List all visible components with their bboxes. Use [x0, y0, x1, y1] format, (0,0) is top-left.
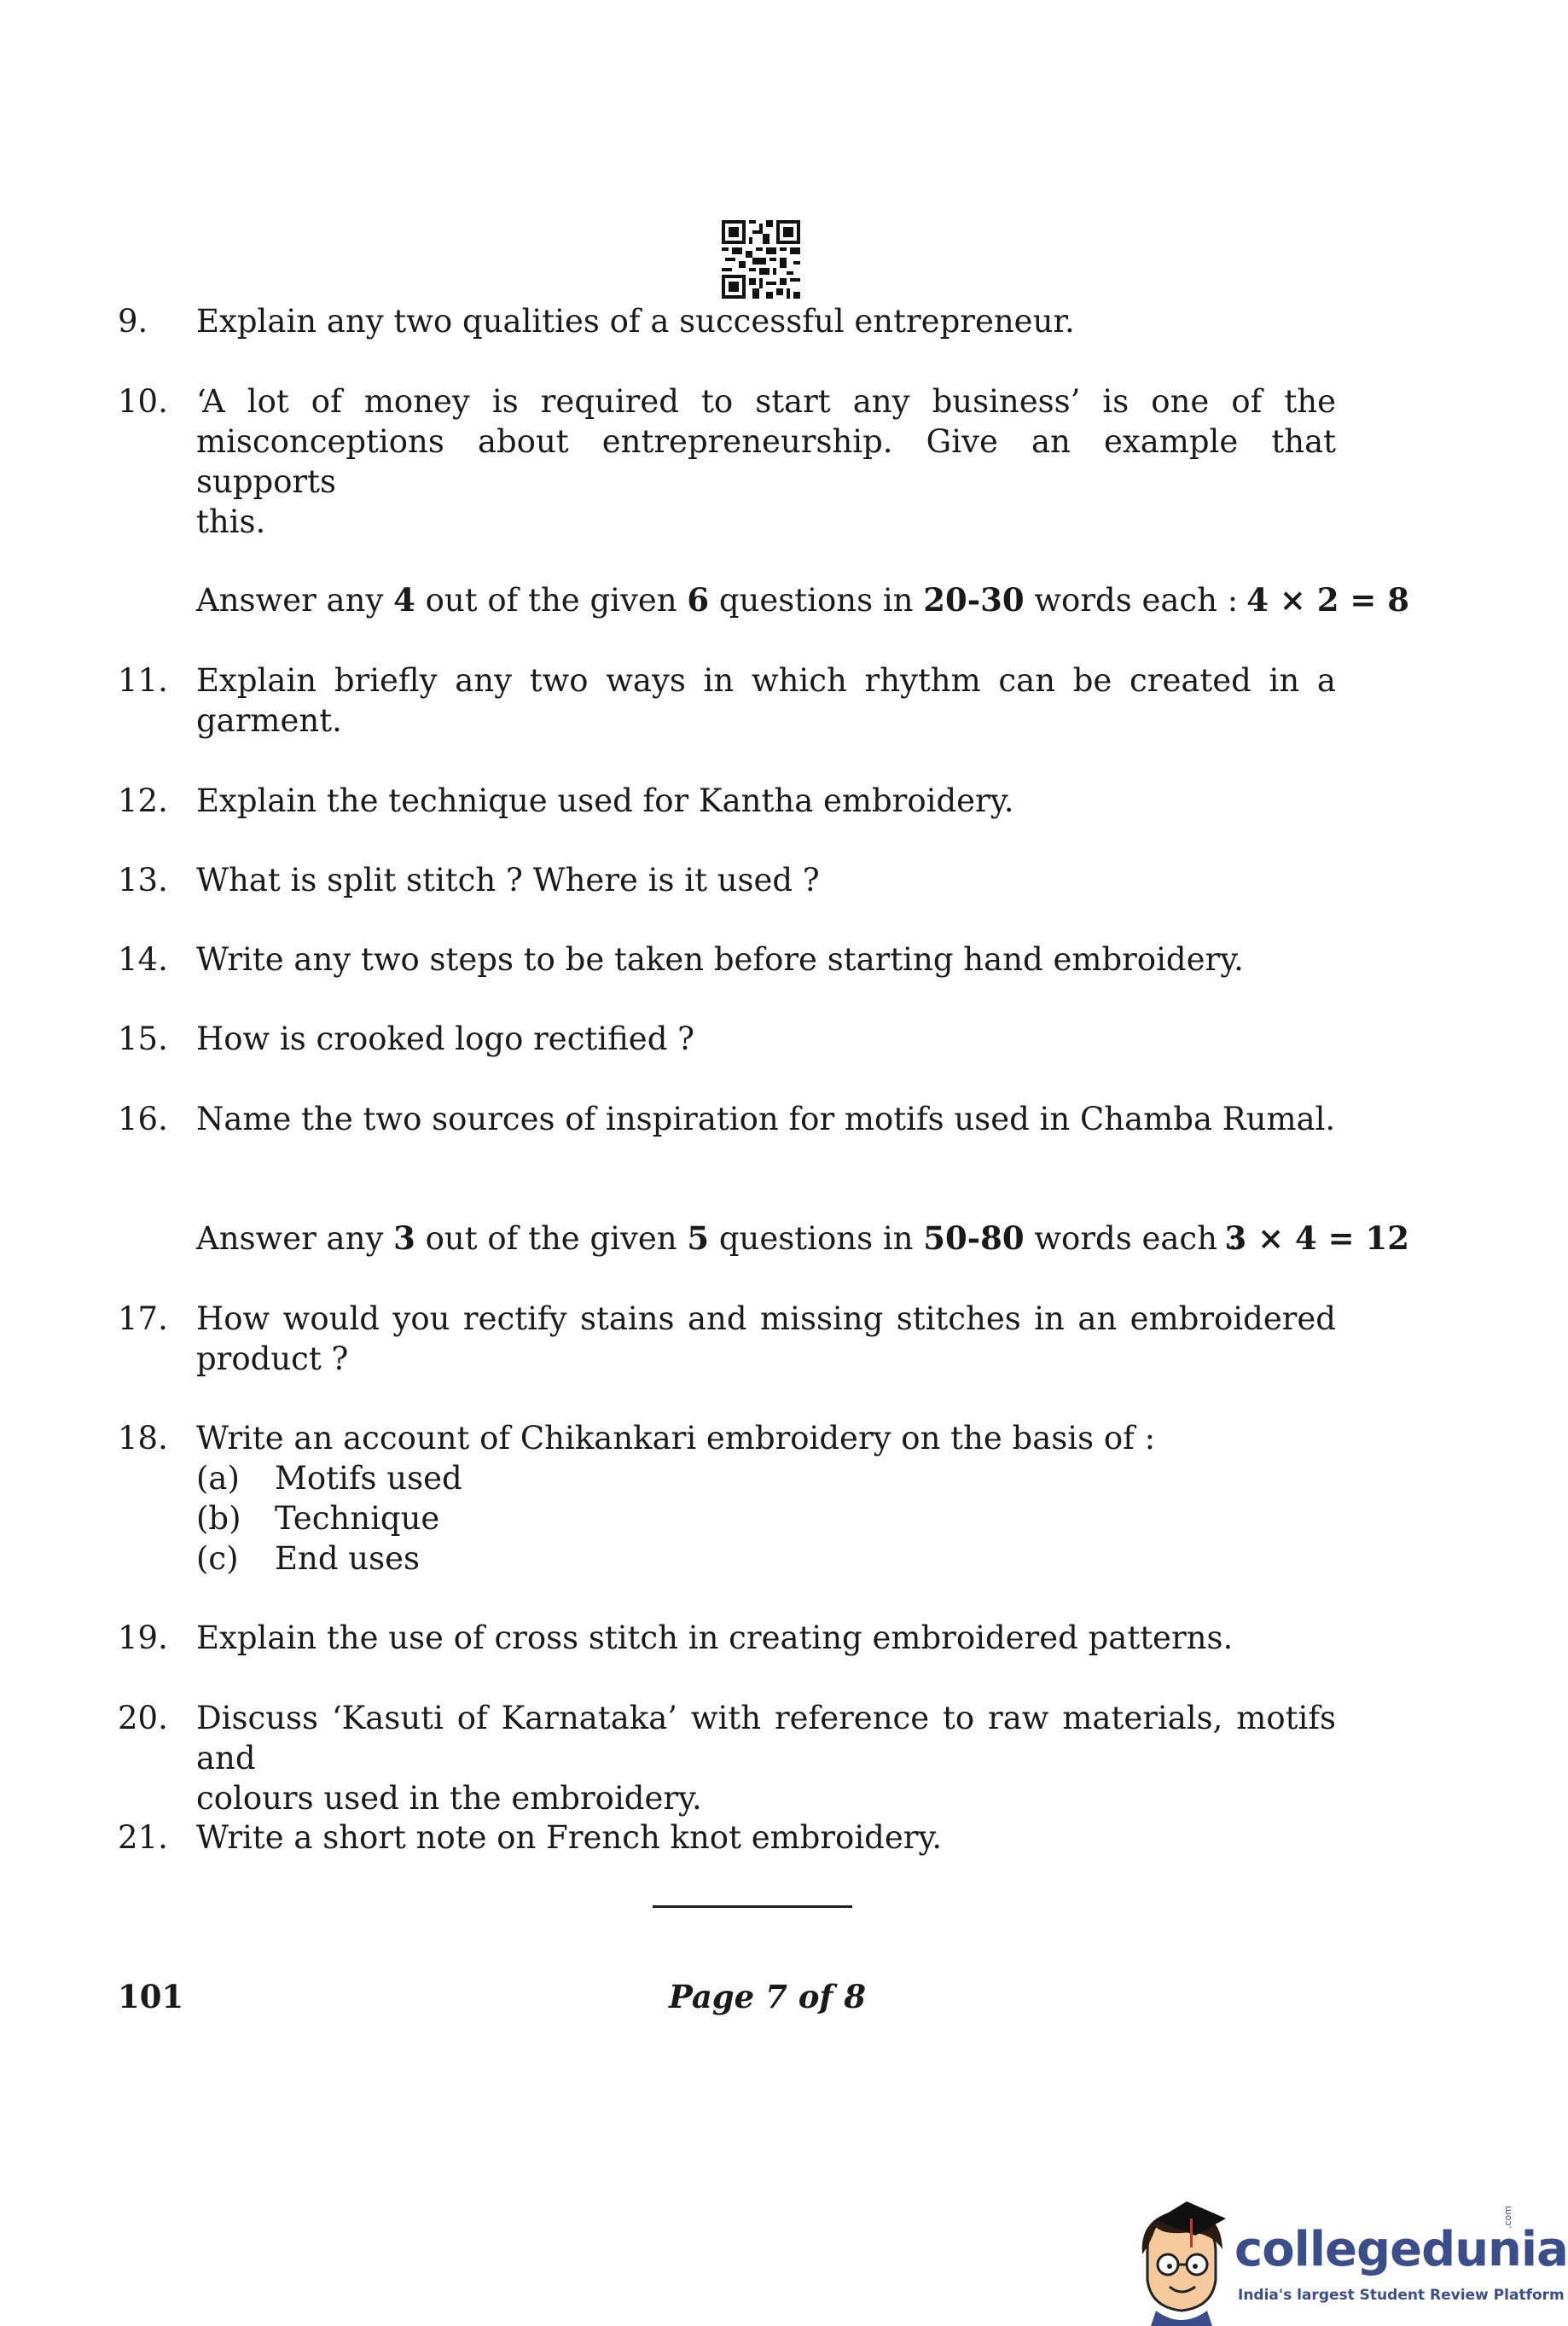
question-number: 13.: [118, 862, 168, 898]
question-text: Write an account of Chikankari embroidery on the basis of :: [196, 1420, 1156, 1457]
paper-code: 101: [118, 1978, 184, 2015]
count: 6: [687, 581, 710, 619]
subpart-label: (c): [196, 1540, 239, 1577]
question-text: Explain the use of cross stitch in creating embroidered patterns.: [196, 1619, 1234, 1656]
section-marks: 3 × 4 = 12: [1224, 1219, 1409, 1257]
brand-name: collegedunia: [1234, 2222, 1568, 2277]
question-text: [196, 660, 1336, 741]
question-number: 17.: [118, 1300, 168, 1337]
count: 3: [393, 1219, 415, 1257]
question-line: garment.: [196, 702, 342, 739]
question-line: ‘A lot of money is required to start any business’ is one of the: [196, 383, 1336, 420]
section-marks: 4 × 2 = 8: [1246, 581, 1409, 619]
student-mascot-icon: [1130, 2201, 1231, 2326]
subpart-text: Technique: [275, 1500, 440, 1537]
qr-code-icon: [722, 220, 800, 299]
question-number: 12.: [118, 782, 168, 819]
subpart-label: (b): [196, 1500, 241, 1537]
subpart-label: (a): [196, 1460, 240, 1497]
question-number: 16.: [118, 1101, 168, 1137]
question-text: Explain the technique used for Kantha embroidery.: [196, 782, 1014, 819]
question-line: misconceptions about entrepreneurship. Give an example that supports: [196, 423, 1336, 500]
end-rule: [653, 1905, 852, 1908]
question-line: this.: [196, 503, 266, 540]
question-text: [196, 381, 1336, 542]
question-number: 18.: [118, 1420, 168, 1457]
word-range: 50-80: [923, 1219, 1025, 1257]
question-text: What is split stitch ? Where is it used ?: [196, 862, 820, 898]
word-range: 20-30: [923, 581, 1025, 619]
collegedunia-watermark: [1130, 2201, 1568, 2326]
question-text: How is crooked logo rectified ?: [196, 1021, 694, 1057]
question-text: Name the two sources of inspiration for motifs used in Chamba Rumal.: [196, 1101, 1336, 1137]
question-number: 14.: [118, 941, 168, 978]
section-instruction: Answer any 3 out of the given 5 questions in 50-80 words each : 3 × 4 = 12: [196, 1219, 1409, 1257]
question-line: colours used in the embroidery.: [196, 1780, 702, 1817]
count: 5: [687, 1219, 710, 1257]
question-number: 19.: [118, 1619, 168, 1656]
question-line: Discuss ‘Kasuti of Karnataka’ with reference to raw materials, motifs and: [196, 1700, 1336, 1776]
question-text: Write any two steps to be taken before starting hand embroidery.: [196, 941, 1244, 978]
question-line: product ?: [196, 1340, 349, 1377]
brand-suffix: .com: [1502, 2206, 1513, 2229]
subpart-text: Motifs used: [275, 1460, 462, 1497]
question-number: 9.: [118, 303, 148, 340]
question-text: Write a short note on French knot embroidery.: [196, 1819, 943, 1856]
question-line: Explain briefly any two ways in which rhythm can be created in a: [196, 662, 1336, 699]
question-text: [196, 1698, 1336, 1818]
page-number: Page 7 of 8: [669, 1978, 866, 2015]
question-number: 10.: [118, 383, 168, 420]
question-text: Explain any two qualities of a successful entrepreneur.: [196, 303, 1075, 340]
question-number: 11.: [118, 662, 168, 699]
question-number: 20.: [118, 1700, 168, 1736]
subpart-text: End uses: [275, 1540, 420, 1577]
question-number: 15.: [118, 1021, 168, 1057]
question-text: [196, 1299, 1336, 1379]
question-line: How would you rectify stains and missing stitches in an embroidered: [196, 1300, 1336, 1337]
question-number: 21.: [118, 1819, 168, 1856]
brand-tagline: India's largest Student Review Platform: [1238, 2287, 1565, 2304]
section-instruction: Answer any 4 out of the given 6 questions in 20-30 words each : 4 × 2 = 8: [196, 581, 1409, 619]
count: 4: [393, 581, 415, 619]
